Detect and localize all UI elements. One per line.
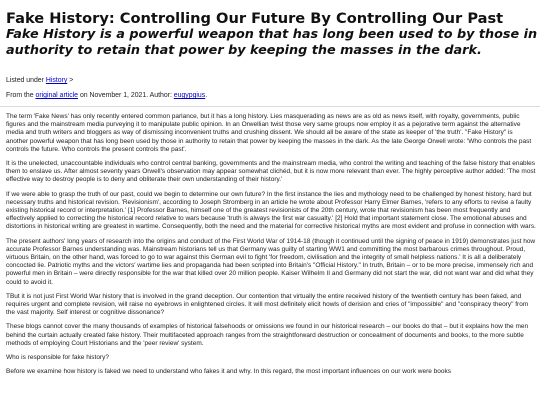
page-title: Fake History: Controlling Our Future By Controlling Our Past — [6, 10, 504, 27]
paragraph: TBut it is not just First World War history that is involved in the grand deception. Our contention that virtually the entire received history of the twentieth century has been faked, and requires urgent and complete revision, will raise no eyebrows in enlightened circles. It will most definitely elicit howls of derision and cries of "impossible" and "conspiracy theory" from the vast majority. Self interest or cognitive dissonance? — [6, 292, 529, 317]
author-link[interactable]: eugypgius — [173, 92, 206, 99]
paragraph: Before we examine how history is faked we need to understand who fakes it and why. In this regard, the most important influences on our work were books — [6, 368, 452, 376]
article-header — [0, 0, 540, 59]
paragraph: The present authors' long years of research into the origins and conduct of the First World War of 1914-18 (though it continued until the signing of peace in 1919) demonstrates just how accurate Professor Barnes understanding was. Mainstream historians tell us that Germany was guilty of starting WW1 and committing the most barbarous crimes throughout. Proud, virtuous Britain, on the other hand, was forced to go to war against this German evil to fight 'for freedom, civilisation and the integrity of small helpless nations.' It is all a deliberately concocted lie. Patriotic myths and the victors' wartime lies and propaganda had been scripted into Britain's "Official History." In truth, Britain – or to be more precise, immensely rich and powerful men in Britain – were directly responsible for the war that killed over 20 million people. Kaiser Wilhelm II and Germany did not start the war, did not want war and did what they could to avoid it. — [6, 237, 536, 286]
article-body — [6, 113, 536, 382]
paragraph: These blogs cannot cover the many thousands of examples of historical falsehoods or omissions we found in our historical research – our books do that – but it explains how the men behind the curtain actually created fake history. Their multifaceted approach ranges from the straightforward destruction or concealment of documents and books, to the more subtle methods of employing Court Historians and the 'peer review' system. — [6, 323, 529, 347]
publish-date: on November 1, 2021. Author: — [79, 92, 172, 99]
listed-under-line — [6, 77, 73, 84]
category-link[interactable]: History — [45, 77, 68, 84]
divider — [0, 106, 540, 107]
listed-under-label: Listed under — [6, 77, 44, 84]
category-suffix: > — [67, 77, 74, 84]
source-line — [6, 92, 207, 99]
paragraph: If we were able to grasp the truth of our past, could we begin to determine our own future? In the first instance the lies and mythology need to be challenged by honest history, hard but necessary truths and historical revision. 'Revisionism', according to Joseph Stromberg in an article he wrote about Professor Harry Elmer Barnes, 'refers to any efforts to revise a faulty existing historical record or interpretation.' [1] Professor Barnes, himself one of the greatest revisionists of the 20th century, wrote that revisionism has been most frequently and effectively applied to correcting the historical record relative to wars because 'truth is always the first war casualty.' [2] Hold that important statement close. The emotional abuses and distortions in historical writing are greatest in wartime. Consequently, both the need and the material for corrective historical myths are most evident and profuse in connection with wars. — [6, 190, 536, 231]
article-subtitle: Fake History is a powerful weapon that has long been used to by those in authority to retain that power by keeping the masses in the dark. — [6, 27, 538, 58]
from-label: From the — [6, 92, 34, 99]
paragraph: The term 'Fake News' has only recently entered common parlance, but it has a long history. Lies masquerading as news are as old as news itself, with royalty, governments, public figures and the mainstream media purveying it to manipulate public opinion. In an Orwellian twist those very same groups now employ it as a pejorative term against the alternative media and truth writers and bloggers as way of dismissing inconvenient truths and crushing dissent. We should all be aware of the state as keeper of 'the truth'. "Fake History" is another powerful weapon that has long been used by those in authority to retain that power by keeping the masses in the dark. As the late George Orwell wrote: 'Who controls the past controls the future. Who controls the present controls the past'. — [6, 113, 532, 153]
author-suffix: . — [205, 92, 208, 99]
original-article-link[interactable]: original article — [35, 92, 79, 99]
paragraph: It is the unelected, unaccountable individuals who control central banking, governments and the mainstream media, who control the writing and teaching of the false history that enables them to enslave us. After almost seventy years Orwell's observation may appear somewhat clichéd, but it is now more relevant than ever. The highly perceptive author added: 'The most effective way to destroy people is to deny and obliterate their own understanding of their history.' — [6, 160, 536, 184]
section-question: Who is responsible for fake history? — [6, 354, 109, 362]
